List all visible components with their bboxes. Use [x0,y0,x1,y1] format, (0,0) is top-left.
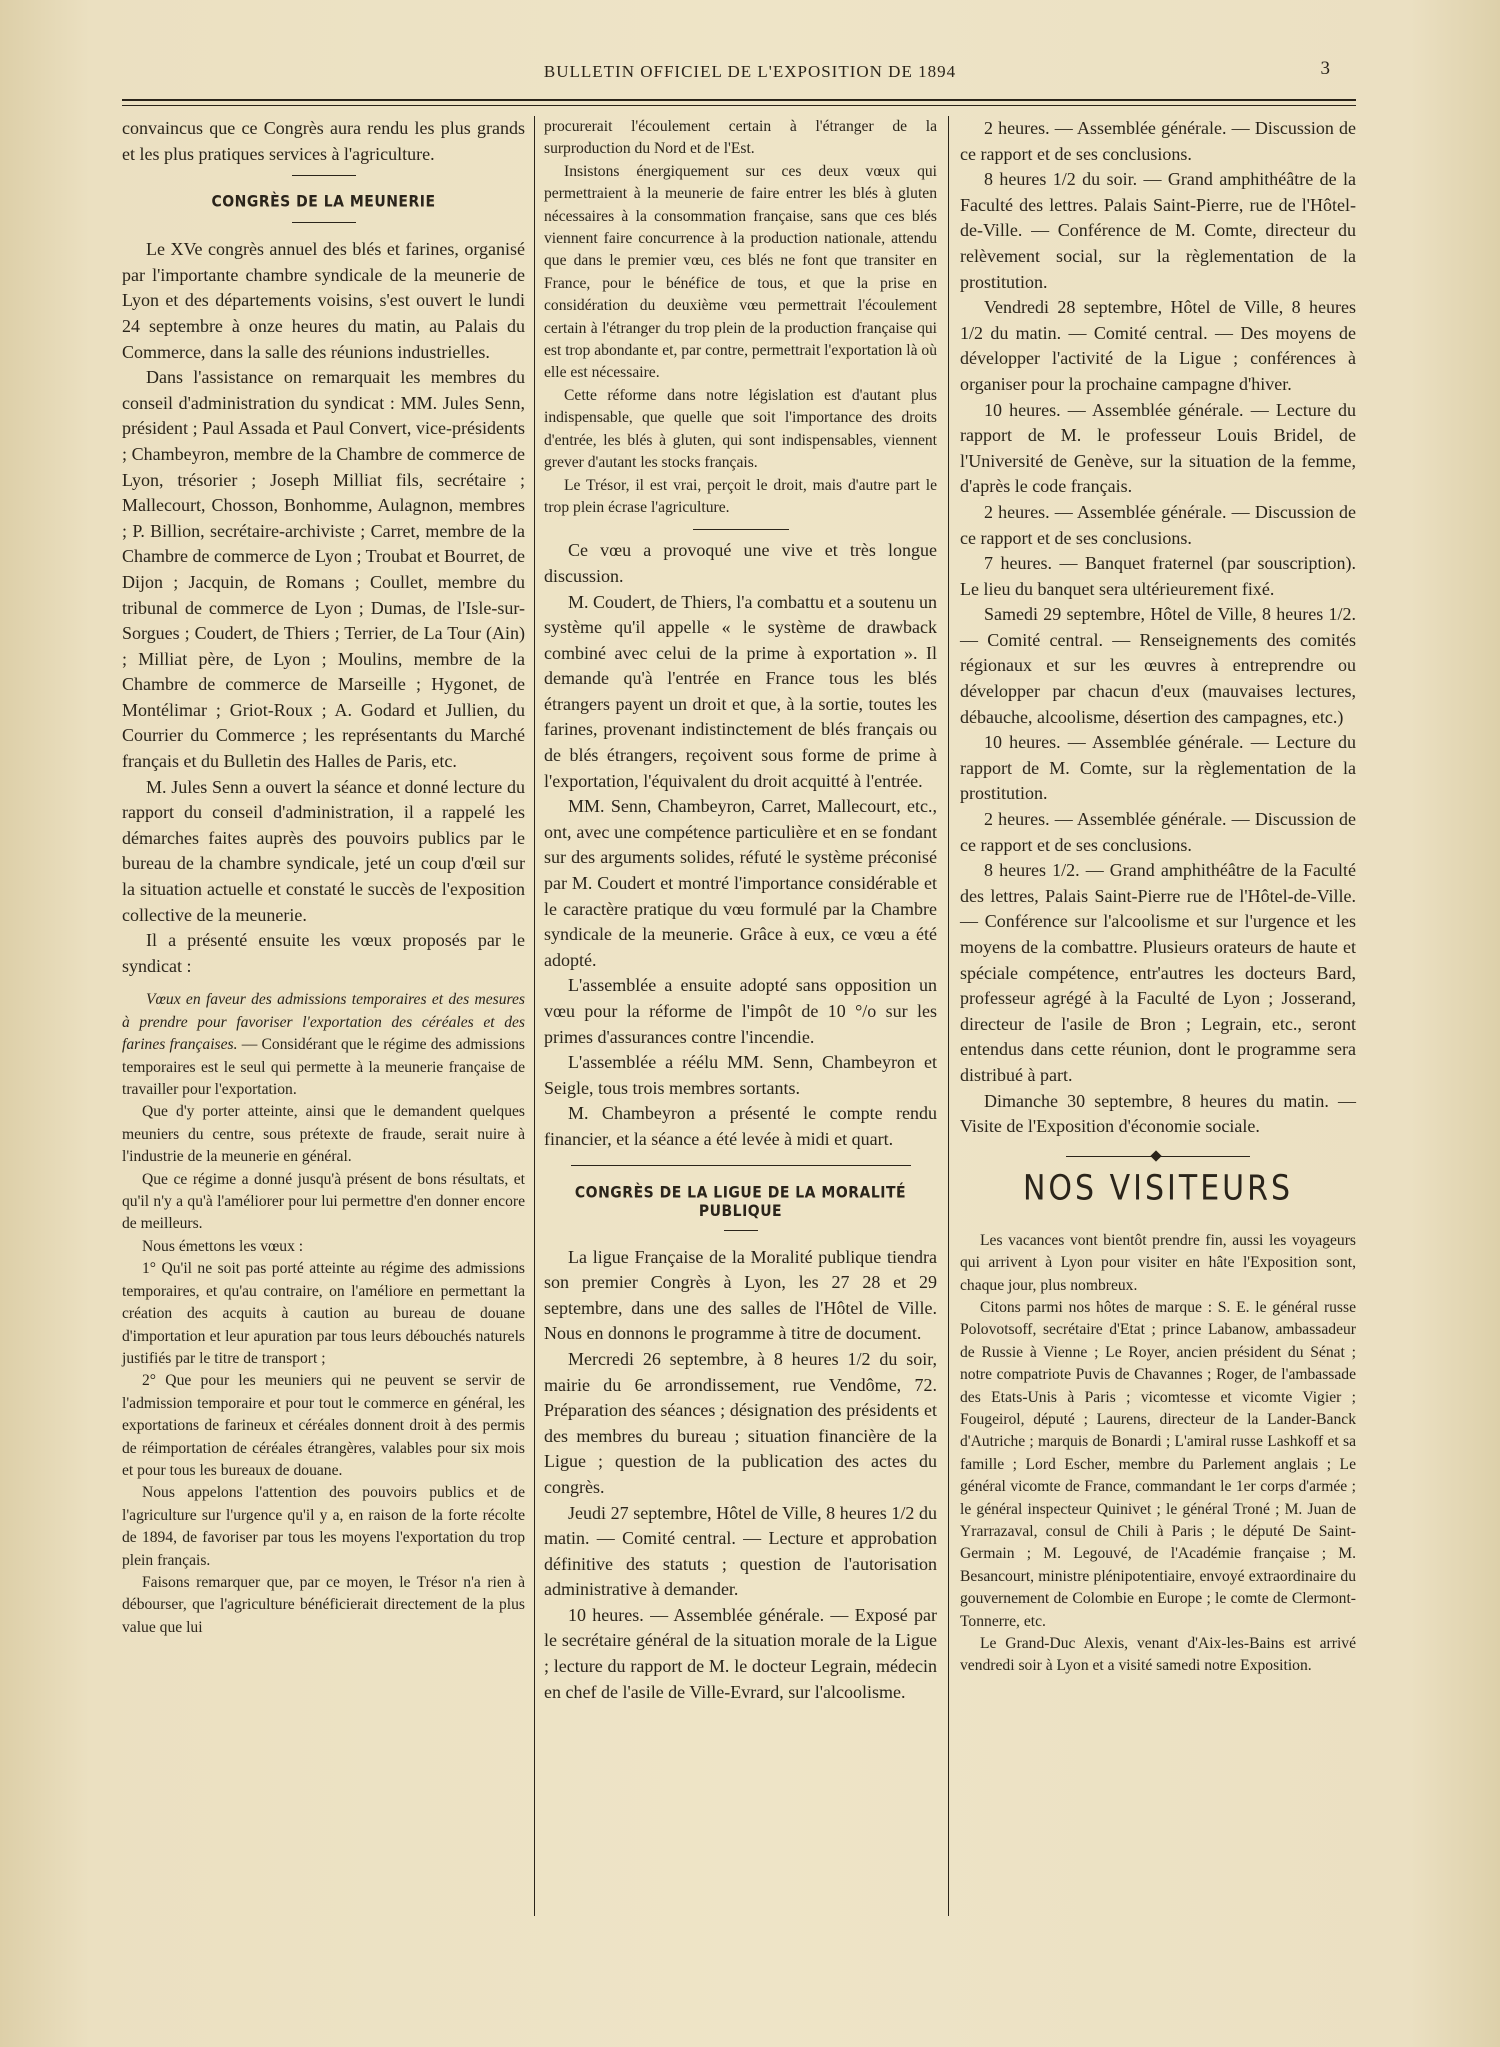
paragraph: 2° Que pour les meuniers qui ne peuvent se servir de l'admission temporaire et pour tout le commerce en général, les exportations de farineux et céréales donnent droit à des permis de réimportation de céréales étrangères, valables pour six mois et pour tous les bureaux de douane. [122,1372,525,1479]
paragraph: procurerait l'écoulement certain à l'étranger de la surproduction du Nord et de l'Est. [544,118,937,158]
separator-rule [724,1230,758,1231]
paragraph: 8 heures 1/2. — Grand amphithéâtre de la Faculté des lettres, Palais Saint-Pierre rue de l'Hôtel-de-Ville. — Conférence sur l'alcoolisme et sur l'urgence et les moyens de la combattre. Plusieurs orateurs de haute et spéciale compétence, entr'autres les docteurs Bard, professeur agrégé à la Faculté de Lyon ; Josserand, directeur de l'asile de Bron ; Legrain, etc., seront entendus dans cette réunion, dont le programme sera distribué à part. [960,860,1356,1085]
paragraph: 10 heures. — Assemblée générale. — Lecture du rapport de M. le professeur Louis Bridel, de l'Université de Genève, sur la situation de la femme, d'après le code français. [960,399,1356,497]
resolution-title: Vœux en faveur des admissions temporaires et des mesures à prendre pour favoriser l'exportation des céréales et des farines françaises. [122,991,525,1054]
paragraph: Nous appelons l'attention des pouvoirs publics et de l'agriculture sur l'urgence qu'il y a, en raison de la forte récolte de 1894, de favoriser par tous les moyens l'exportation du trop plein français. [122,1484,525,1569]
section-heading-moralite: CONGRÈS DE LA LIGUE DE LA MORALITÉ PUBLIQUE [574,1183,907,1220]
separator-rule [693,529,789,530]
paragraph: Vendredi 28 septembre, Hôtel de Ville, 8 heures 1/2 du matin. — Comité central. — Des moyens de développer l'activité de la Ligue ; conférences à organiser pour la prochaine campagne d'hiver. [960,297,1356,394]
paragraph: Citons parmi nos hôtes de marque : S. E. le général russe Polovotsoff, secrétaire d'Etat ; prince Labanow, ambassadeur de Russie à Vienne ; Le Royer, ancien président du Sénat ; notre compatriote Puvis de Chavannes ; Roger, de l'ambassade des Etats-Unis à Paris ; vicomtesse et vicomte Vigier ; Fougeirol, député ; Laurens, directeur de la Lander-Banck d'Autriche ; marquis de Bonardi ; L'amiral russe Lashkoff et sa famille ; Lord Escher, membre du Parlement anglais ; Le général vicomte de France, commandant le 1er corps d'armée ; le général inspecteur Quinivet ; le général Troné ; M. Juan de Yrarrazaval, consul de Chili à Paris ; le député De Saint-Germain ; M. Legouvé, de l'Académie française ; M. Besancourt, ministre plénipotentiaire, envoyé extraordinaire du gouvernement de Colombie en Europe ; le comte de Clermont-Tonnerre, etc. [960,1298,1356,1630]
resolution-text: — Considérant que le régime des admissions temporaires est le seul qui permette à la meunerie française de travailler pour l'exportation. [122,1036,525,1099]
paragraph: convaincus que ce Congrès aura rendu les plus grands et les plus pratiques services à l'agriculture. [122,118,525,164]
column-3 [960,116,1356,1678]
separator-rule [571,1165,911,1166]
paragraph: 1° Qu'il ne soit pas porté atteinte au régime des admissions temporaires, et qu'au contraire, on l'améliore en permettant la création des acquits à caution au bureau de douane d'importation et leur apuration par tous leurs débouchés naturels justifiés par le titre de transport ; [122,1260,525,1367]
running-title: BULLETIN OFFICIEL DE L'EXPOSITION DE 1894 [543,62,957,81]
column-divider [534,116,535,1916]
paragraph: Samedi 29 septembre, Hôtel de Ville, 8 heures 1/2. — Comité central. — Renseignements des comités régionaux et sur les œuvres à entreprendre ou développer par chacun d'eux (mauvaises lectures, débauche, alcoolisme, désertion des campagnes, etc.) [960,604,1356,727]
paragraph: Le Grand-Duc Alexis, venant d'Aix-les-Bains est arrivé vendredi soir à Lyon et a visité samedi notre Exposition. [960,1635,1356,1675]
paragraph: 7 heures. — Banquet fraternel (par souscription). Le lieu du banquet sera ultérieurement fixé. [960,553,1356,599]
paragraph: Que ce régime a donné jusqu'à présent de bons résultats, et qu'il n'y a qu'à l'améliorer pour lui permettre d'en donner encore de meilleurs. [122,1170,525,1233]
paragraph: Nous émettons les vœux : [142,1237,304,1255]
column-2 [544,116,937,1705]
paragraph: Insistons énergiquement sur ces deux vœux qui permettraient à la meunerie de faire entrer les blés à gluten nécessaires à la consommation française, sans que ces blés viennent faire concurrence à la production nationale, attendu que dans le premier vœu, ces blés ne font que transiter en France, pour le bénéfice de tous, et que la prise en considération du deuxième vœu permettrait l'écoulement certain à l'étranger du trop plein de la production française qui est trop abondante et, par contre, permettrait l'exportation là où elle est nécessaire. [544,162,937,382]
page-number: 3 [1320,58,1330,79]
paragraph: M. Jules Senn a ouvert la séance et donné lecture du rapport du conseil d'administration, il a rappelé les démarches faites auprès des pouvoirs publics par le bureau de la chambre syndicale, jeté un coup d'œil sur la situation actuelle et constaté le succès de l'exposition collective de la meunerie. [122,776,525,925]
paragraph: M. Chambeyron a présenté le compte rendu financier, et la séance a été levée à midi et quart. [544,1103,937,1149]
paragraph: MM. Senn, Chambeyron, Carret, Mallecourt, etc., ont, avec une compétence particulière et en se fondant sur des arguments solides, réfuté le système préconisé par M. Coudert et montré l'importance considérable et le caractère pratique du vœu formulé par la Chambre syndicale de la meunerie. Grâce à eux, ce vœu a été adopté. [544,796,937,970]
paragraph: La ligue Française de la Moralité publique tiendra son premier Congrès à Lyon, les 27 28 et 29 septembre, dans une des salles de l'Hôtel de Ville. Nous en donnons le programme à titre de document. [544,1246,937,1344]
section-title-visiteurs: NOS VISITEURS [1022,1168,1294,1209]
section-heading-meunerie: CONGRÈS DE LA MEUNERIE [211,192,436,212]
paragraph: Jeudi 27 septembre, Hôtel de Ville, 8 heures 1/2 du matin. — Comité central. — Lecture et approbation définitive des statuts ; question de l'autorisation administrative à demander. [544,1502,937,1600]
paragraph: Que d'y porter atteinte, ainsi que le demandent quelques meuniers du centre, sous prétexte de fraude, serait nuire à l'industrie de la meunerie en général. [122,1103,525,1166]
resolution-paragraph [122,989,525,1101]
paragraph: Mercredi 26 septembre, à 8 heures 1/2 du soir, mairie du 6e arrondissement, rue Vendôme, 72. Préparation des séances ; désignation des présidents et des membres du bureau ; situation financière de la Ligue ; question de la publication des actes du congrès. [544,1348,937,1497]
column-divider [948,116,949,1916]
paragraph: Dimanche 30 septembre, 8 heures du matin. — Visite de l'Exposition d'économie sociale. [960,1090,1356,1137]
column-1 [122,116,525,1639]
paragraph: Les vacances vont bientôt prendre fin, aussi les voyageurs qui arrivent à Lyon pour visiter en hâte l'Exposition sont, chaque jour, plus nombreux. [960,1231,1356,1294]
paragraph: L'assemblée a ensuite adopté sans opposition un vœu pour la réforme de l'impôt de 10 °/o sur les primes d'assurances contre l'incendie. [544,975,937,1047]
paragraph: M. Coudert, de Thiers, l'a combattu et a soutenu un système qu'il appelle « le système de drawback combiné avec celui de la prime à exportation ». Il demande qu'à l'entrée en France tous les blés étrangers payent un droit et que, à la sortie, toutes les farines, provenant indistinctement de blés français ou de blés étrangers, reçoivent sous forme de prime à l'exportation, l'équivalent du droit acquitté à l'entrée. [544,591,937,791]
paragraph: L'assemblée a réélu MM. Senn, Chambeyron et Seigle, tous trois membres sortants. [544,1052,937,1098]
paragraph: Cette réforme dans notre législation est d'autant plus indispensable, que quelle que soit l'importance des droits d'entrée, les blés à gluten, qui sont indispensables, viennent grever d'autant les stocks français. [544,386,937,472]
paragraph: Dans l'assistance on remarquait les membres du conseil d'administration du syndicat : MM. Jules Senn, président ; Paul Assada et Paul Convert, vice-présidents ; Chambeyron, membre de la Chambre de commerce de Lyon, trésorier ; Joseph Milliat fils, secrétaire ; Mallecourt, Chosson, Bonhomme, Aulagnon, membres ; P. Billion, secrétaire-archiviste ; Carret, membre de la Chambre de commerce de Lyon ; Troubat et Bourret, de Dijon ; Jacquin, de Romans ; Coullet, membre du tribunal de commerce de Lyon ; Dumas, de l'Isle-sur-Sorgues ; Coudert, de Thiers ; Terrier, de La Tour (Ain) ; Milliat père, de Lyon ; Moulins, membre de la Chambre de commerce de Marseille ; Hygonet, de Montélimar ; Griot-Roux ; A. Godard et Jullien, du Courrier du Commerce ; les représentants du Marché français et du Bulletin des Halles de Paris, etc. [122,367,525,772]
paragraph: Ce vœu a provoqué une vive et très longue discussion. [544,540,937,586]
ornament-rule [1066,1156,1250,1157]
paragraph: 10 heures. — Assemblée générale. — Lecture du rapport de M. Comte, sur la règlementation de la prostitution. [960,732,1356,804]
paragraph: 2 heures. — Assemblée générale. — Discussion de ce rapport et de ses conclusions. [960,501,1356,548]
header-rule-thin [122,105,1356,106]
paragraph: Le XVe congrès annuel des blés et farines, organisé par l'importante chambre syndicale de la meunerie de Lyon et des départements voisins, s'est ouvert le lundi 24 septembre à onze heures du matin, au Palais du Commerce, dans la salle des réunions industrielles. [122,239,525,362]
paragraph: 2 heures. — Assemblée générale. — Discussion de ce rapport et de ses conclusions. [960,809,1356,855]
paragraph: Faisons remarquer que, par ce moyen, le Trésor n'a rien à débourser, que l'agriculture bénéficierait directement de la plus value que lui [122,1573,525,1636]
paragraph: 8 heures 1/2 du soir. — Grand amphithéâtre de la Faculté des lettres. Palais Saint-Pierre, rue de l'Hôtel-de-Ville. — Conférence de M. Comte, directeur du relèvement social, sur la règlementation de la prostitution. [960,169,1356,292]
paragraph: 2 heures. — Assemblée générale. — Discussion de ce rapport et de ses conclusions. [960,118,1356,164]
diamond-ornament [1150,1150,1161,1161]
paragraph: Le Trésor, il est vrai, perçoit le droit, mais d'autre part le trop plein écrase l'agriculture. [544,476,937,516]
paragraph: 10 heures. — Assemblée générale. — Exposé par le secrétaire général de la situation morale de la Ligue ; lecture du rapport de M. le docteur Legrain, médecin en chef de l'asile de Ville-Evrard, sur l'alcoolisme. [544,1604,937,1702]
separator-rule [292,222,356,223]
header-rule [122,99,1356,101]
paragraph: Il a présenté ensuite les vœux proposés par le syndicat : [122,930,525,976]
separator-rule [292,175,356,176]
